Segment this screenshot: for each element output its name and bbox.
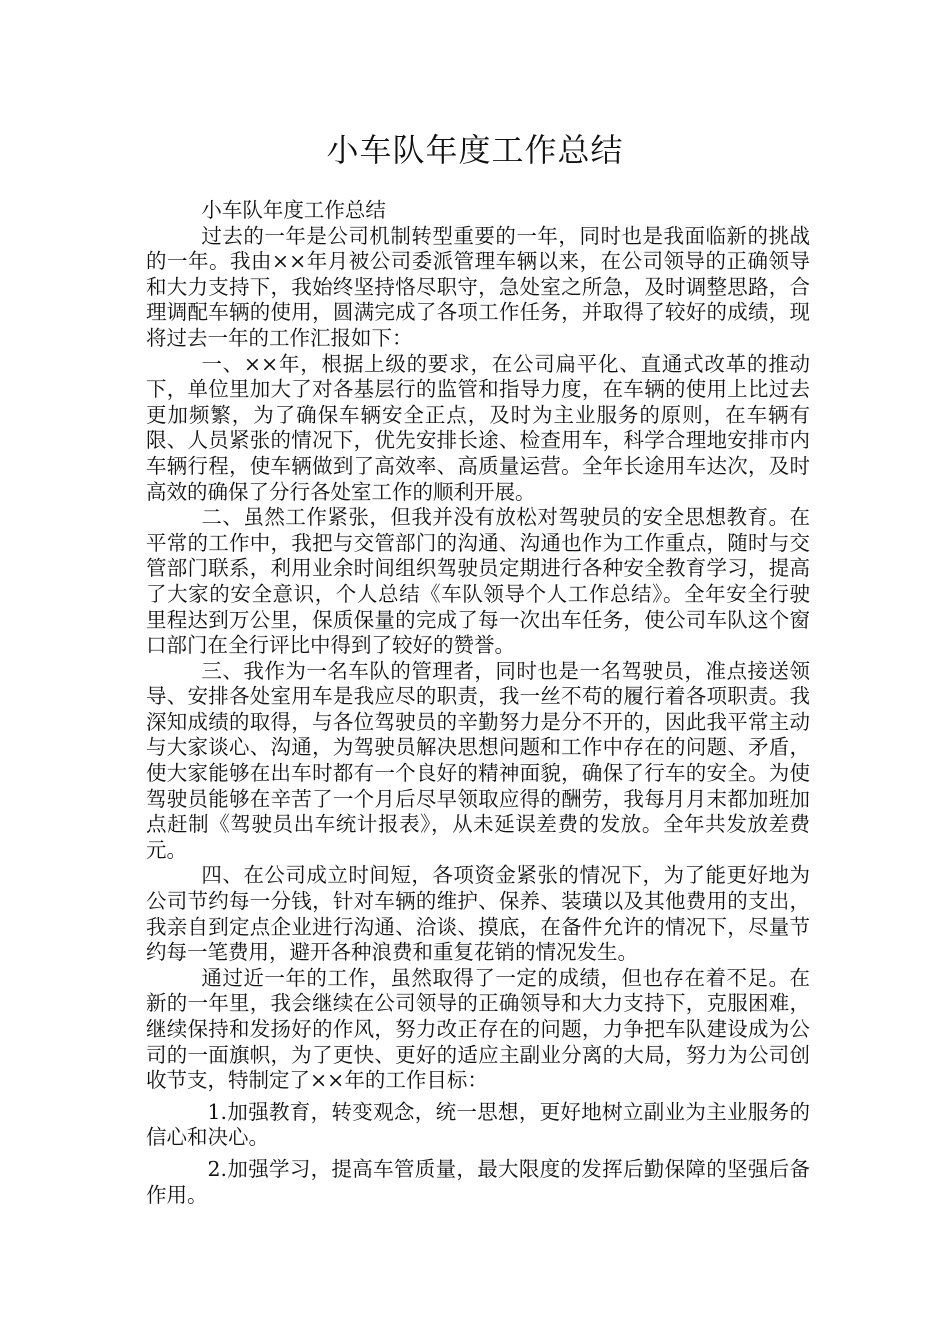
subtitle-paragraph: 小车队年度工作总结 [201, 198, 386, 222]
section-four-paragraph: 四、在公司成立时间短，各项资金紧张的情况下，为了能更好地为公司节约每一分钱，针对车辆的维护、保养、装璜以及其他费用的支出，我亲自到定点企业进行沟通、洽谈、摸底，在备件允许的情况下，尽量节约每一笔费用，避开各种浪费和重复花销的情况发生。 [146, 863, 810, 965]
document-title: 小车队年度工作总结 [326, 131, 624, 169]
section-three-paragraph: 三、我作为一名车队的管理者，同时也是一名驾驶员，准点接送领导、安排各处室用车是我应尽的职责，我一丝不苟的履行着各项职责。我深知成绩的取得，与各位驾驶员的辛勤努力是分不开的，因此我平常主动与大家谈心、沟通，为驾驶员解决思想问题和工作中存在的问题、矛盾，使大家能够在出车时都有一个良好的精神面貌，确保了行车的安全。为使驾驶员能够在辛苦了一个月后尽早领取应得的酬劳，我每月月末都加班加点赶制《驾驶员出车统计报表》，从未延误差费的发放。全年共发放差费元。 [146, 658, 810, 862]
section-one-paragraph: 一、××年，根据上级的要求，在公司扁平化、直通式改革的推动下，单位里加大了对各基层行的监管和指导力度，在车辆的使用上比过去更加频繁，为了确保车辆安全正点，及时为主业服务的原则，在车辆有限、人员紧张的情况下，优先安排长途、检查用车，科学合理地安排市内车辆行程，使车辆做到了高效率、高质量运营。全年长途用车达次，及时高效的确保了分行各处室工作的顺利开展。 [146, 351, 810, 504]
intro-paragraph: 过去的一年是公司机制转型重要的一年，同时也是我面临新的挑战的一年。我由××年月被公司委派管理车辆以来，在公司领导的正确领导和大力支持下，我始终坚持恪尽职守，急处室之所急，及时调整思路，合理调配车辆的使用，圆满完成了各项工作任务，并取得了较好的成绩，现将过去一年的工作汇报如下： [146, 223, 810, 350]
goal-item: 1.加强教育，转变观念，统一思想，更好地树立副业为主业服务的信心和决心。 [146, 1099, 810, 1150]
outlook-paragraph: 通过近一年的工作，虽然取得了一定的成绩，但也存在着不足。在新的一年里，我会继续在公司领导的正确领导和大力支持下，克服困难，继续保持和发扬好的作风，努力改正存在的问题，力争把车队建设成为公司的一面旗帜，为了更快、更好的适应主副业分离的大局，努力为公司创收节支，特制定了××年的工作目标： [146, 965, 810, 1093]
document-body [146, 198, 810, 1208]
goal-item: 2.加强学习，提高车管质量，最大限度的发挥后勤保障的坚强后备作用。 [146, 1156, 810, 1207]
section-two-paragraph: 二、虽然工作紧张，但我并没有放松对驾驶员的安全思想教育。在平常的工作中，我把与交管部门的沟通、沟通也作为工作重点，随时与交管部门联系，利用业余时间组织驾驶员定期进行各种安全教育学习，提高了大家的安全意识，个人总结《车队领导个人工作总结》。全年安全行驶里程达到万公里，保质保量的完成了每一次出车任务，使公司车队这个窗口部门在全行评比中得到了较好的赞誉。 [146, 505, 810, 658]
